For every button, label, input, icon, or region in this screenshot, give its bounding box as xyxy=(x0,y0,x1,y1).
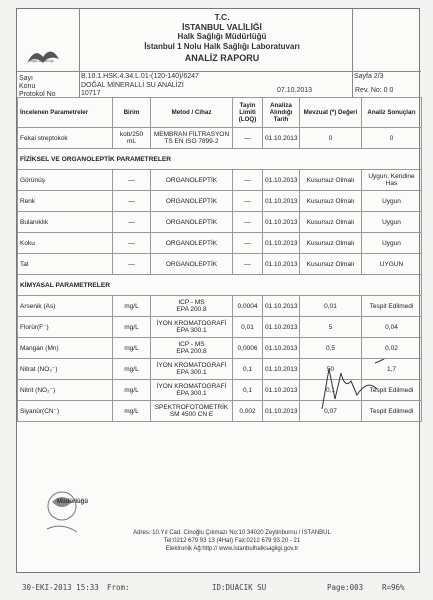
section-row xyxy=(18,149,422,170)
unit-cell: mg/L xyxy=(113,401,151,422)
date-cell: 01.10.2013 xyxy=(263,233,300,254)
method-cell: İYON KROMATOGRAFİ EPA 300.1 xyxy=(151,317,233,338)
method-cell: ORGANOLEPTİK xyxy=(151,233,233,254)
method-cell: ORGANOLEPTİK xyxy=(151,212,233,233)
report-footer xyxy=(107,529,357,553)
table-row xyxy=(18,212,422,233)
report-header xyxy=(17,9,419,79)
param-cell: Nitrit (NO₂⁻) xyxy=(18,380,113,401)
unit-cell: — xyxy=(113,233,151,254)
section-row xyxy=(18,275,422,296)
header-governorship: İSTANBUL VALİLİĞİ xyxy=(182,22,262,32)
table-row xyxy=(18,128,422,149)
limit-cell: 50 xyxy=(300,359,362,380)
table-row xyxy=(18,233,422,254)
result-cell: Tespit Edilmedi xyxy=(362,380,422,401)
result-cell: Tespit Edilmedi xyxy=(362,401,422,422)
loq-cell: — xyxy=(233,170,263,191)
table-row xyxy=(18,191,422,212)
result-cell: UYGUN xyxy=(362,254,422,275)
protokol-label: Protokol No xyxy=(19,91,56,98)
footer-phone: Tel:0212 679 93 13 (4Hat) Fax:0212 679 93 20 - 21 xyxy=(163,538,301,544)
param-cell: Florür(F⁻) xyxy=(18,317,113,338)
loq-cell: 0,0004 xyxy=(233,296,263,317)
stamp-text: Müdürlüğü xyxy=(57,499,88,505)
date-cell: 01.10.2013 xyxy=(263,128,300,149)
result-cell: 0,04 xyxy=(362,317,422,338)
param-cell: Koku xyxy=(18,233,113,254)
result-cell: 0,02 xyxy=(362,338,422,359)
report-title: ANALİZ RAPORU xyxy=(184,53,260,63)
date-cell: 01.10.2013 xyxy=(263,170,300,191)
unit-cell: — xyxy=(113,191,151,212)
param-cell: Fekal streptokok xyxy=(18,128,113,149)
unit-cell: mg/L xyxy=(113,359,151,380)
date-cell: 01.10.2013 xyxy=(263,380,300,401)
col-date: Analiza Alındığı Tarih xyxy=(263,98,300,128)
limit-cell: Kusursuz Olmalı xyxy=(300,170,362,191)
result-cell: 1,7 xyxy=(362,359,422,380)
col-parameter: İncelenen Parametreler xyxy=(18,98,113,128)
loq-cell: — xyxy=(233,254,263,275)
unit-cell: mg/L xyxy=(113,296,151,317)
signature-icon xyxy=(317,359,397,419)
param-cell: Görünüş xyxy=(18,170,113,191)
table-row xyxy=(18,254,422,275)
section-title: FİZİKSEL VE ORGANOLEPTİK PARAMETRELER xyxy=(18,149,422,170)
col-limit: Mevzuat (*) Değeri xyxy=(300,98,362,128)
param-cell: Arsenik (As) xyxy=(18,296,113,317)
limit-cell: Kusursuz Olmalı xyxy=(300,191,362,212)
unit-cell: — xyxy=(113,254,151,275)
limit-cell: 0,07 xyxy=(300,401,362,422)
result-cell: Uygun xyxy=(362,233,422,254)
param-cell: Bulanıklık xyxy=(18,212,113,233)
loq-cell: 0,1 xyxy=(233,380,263,401)
param-cell: Tat xyxy=(18,254,113,275)
sayi-value: B.10.1.HSK.4.34.L.01-(120-140)/6247 xyxy=(81,73,199,80)
loq-cell: 0,01 xyxy=(233,317,263,338)
ministry-logo-icon xyxy=(21,43,63,73)
results-header-row xyxy=(18,98,422,128)
loq-cell: — xyxy=(233,128,263,149)
param-cell: Renk xyxy=(18,191,113,212)
result-cell: Uygun xyxy=(362,212,422,233)
method-cell: ICP - MS EPA 200.8 xyxy=(151,296,233,317)
method-cell: ORGANOLEPTİK xyxy=(151,254,233,275)
date-cell: 01.10.2013 xyxy=(263,296,300,317)
method-cell: İYON KROMATOGRAFİ EPA 300.1 xyxy=(151,380,233,401)
col-method: Metod / Cihaz xyxy=(151,98,233,128)
report-page xyxy=(16,8,420,573)
unit-cell: kob/250 mL xyxy=(113,128,151,149)
method-cell: MEMBRAN FİLTRASYON TS EN ISO 7899-2 xyxy=(151,128,233,149)
unit-cell: mg/L xyxy=(113,380,151,401)
unit-cell: mg/L xyxy=(113,317,151,338)
limit-cell: 0,5 xyxy=(300,338,362,359)
konu-value: DOĞAL MİNERALLİ SU ANALİZİ xyxy=(81,82,184,89)
param-cell: Mangan (Mn) xyxy=(18,338,113,359)
loq-cell: 0,002 xyxy=(233,401,263,422)
unit-cell: mg/L xyxy=(113,338,151,359)
fax-id: ID:DUACIK SU xyxy=(212,583,267,592)
date-cell: 01.10.2013 xyxy=(263,359,300,380)
loq-cell: 0,1 xyxy=(233,359,263,380)
revision-number: Rev. No: 0 0 xyxy=(355,87,394,94)
date-cell: 01.10.2013 xyxy=(263,254,300,275)
footer-website: Elektronik Ağ:http:// www.istanbulhalksagligi.gov.tr xyxy=(165,546,299,552)
report-date: 07.10.2013 xyxy=(277,87,313,94)
result-cell: 0 xyxy=(362,128,422,149)
result-cell: Uygun, Kendine Has xyxy=(362,170,422,191)
table-row xyxy=(18,338,422,359)
col-result: Analiz Sonuçları xyxy=(362,98,422,128)
fax-page: Page:003 xyxy=(327,583,364,592)
unit-cell: — xyxy=(113,170,151,191)
footer-address: Adres: 10.Yıl Cad. Cinoğlu Çıkmazı No:10 34020 Zeytinburnu / İSTANBUL xyxy=(133,530,331,536)
table-row xyxy=(18,170,422,191)
header-laboratory: İstanbul 1 Nolu Halk Sağlığı Laboratuvarı xyxy=(144,42,300,51)
col-loq: Tayin Limiti (LOQ) xyxy=(233,98,263,128)
loq-cell: — xyxy=(233,212,263,233)
page-number: Sayfa 2/3 xyxy=(354,73,384,80)
limit-cell: Kusursuz Olmalı xyxy=(300,254,362,275)
limit-cell: Kusursuz Olmalı xyxy=(300,233,362,254)
protokol-value: 10717 xyxy=(81,90,101,97)
method-cell: ORGANOLEPTİK xyxy=(151,170,233,191)
official-stamp-icon xyxy=(37,484,87,542)
method-cell: ICP - MS EPA 200.8 xyxy=(151,338,233,359)
fax-from: From: xyxy=(107,583,130,592)
section-title: KİMYASAL PARAMETRELER xyxy=(18,275,422,296)
limit-cell: 0,01 xyxy=(300,296,362,317)
table-row xyxy=(18,317,422,338)
limit-cell: 5 xyxy=(300,317,362,338)
result-cell: Uygun xyxy=(362,191,422,212)
date-cell: 01.10.2013 xyxy=(263,338,300,359)
loq-cell: — xyxy=(233,233,263,254)
date-cell: 01.10.2013 xyxy=(263,191,300,212)
result-cell: Tespit Edilmedi xyxy=(362,296,422,317)
limit-cell: 0 xyxy=(300,128,362,149)
fax-resolution: R=96% xyxy=(382,583,405,592)
konu-label: Konu xyxy=(19,83,36,90)
logo-caption: Sağlık Bakanlığı xyxy=(28,59,54,63)
header-tc: T.C. xyxy=(214,12,230,22)
table-row xyxy=(18,296,422,317)
param-cell: Siyanür(CN⁻) xyxy=(18,401,113,422)
method-cell: SPEKTROFOTOMETRİK SM 4500 CN E xyxy=(151,401,233,422)
loq-cell: — xyxy=(233,191,263,212)
date-cell: 01.10.2013 xyxy=(263,401,300,422)
date-cell: 01.10.2013 xyxy=(263,212,300,233)
col-unit: Birim xyxy=(113,98,151,128)
limit-cell: Kusursuz Olmalı xyxy=(300,212,362,233)
unit-cell: — xyxy=(113,212,151,233)
method-cell: İYON KROMATOGRAFİ EPA 300.1 xyxy=(151,359,233,380)
fax-datetime: 30-EKI-2013 15:33 xyxy=(22,583,99,592)
limit-cell: 0,1 xyxy=(300,380,362,401)
loq-cell: 0,0006 xyxy=(233,338,263,359)
date-cell: 01.10.2013 xyxy=(263,317,300,338)
header-directorate: Halk Sağlığı Müdürlüğü xyxy=(177,32,267,41)
method-cell: ORGANOLEPTİK xyxy=(151,191,233,212)
sayi-label: Sayı xyxy=(19,75,34,82)
param-cell: Nitrat (NO₃⁻) xyxy=(18,359,113,380)
